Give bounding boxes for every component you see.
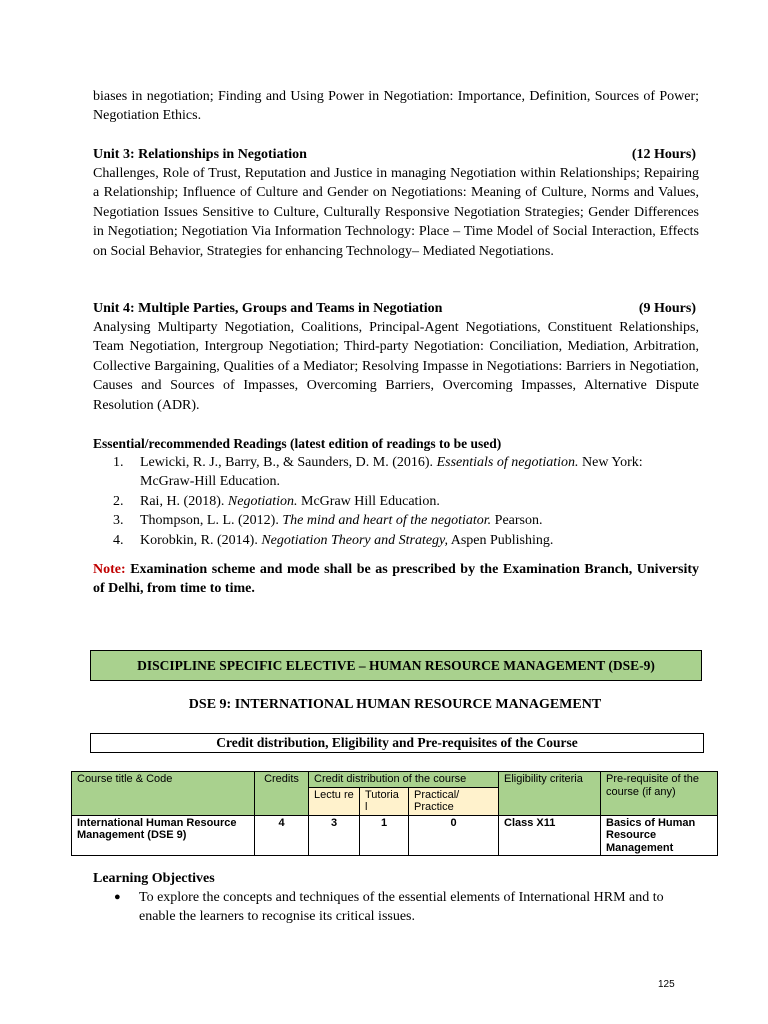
cell-course-title: International Human Resource Management (DSE 9): [72, 815, 255, 856]
header-credit-distribution: Credit distribution of the course: [309, 772, 499, 788]
reading-item: [93, 453, 699, 492]
unit3-heading: [93, 145, 696, 164]
note-text: Examination scheme and mode shall be as prescribed by the Examination Branch, University of Delhi, from time to time.: [93, 562, 699, 597]
header-lecture: Lectu re: [309, 787, 360, 815]
unit4-heading: [93, 299, 696, 318]
reading-item: [93, 531, 699, 550]
header-credits: Credits: [255, 772, 309, 816]
learning-objectives-heading: Learning Objectives: [93, 871, 215, 886]
objective-text: To explore the concepts and techniques of the essential elements of International HRM and to enable the learners to recognise its critical issues.: [139, 890, 664, 925]
reading-publisher: New York: McGraw-Hill Education.: [140, 455, 643, 490]
header-prerequisite: Pre-requisite of the course (if any): [601, 772, 718, 816]
reading-author: Lewicki, R. J., Barry, B., & Saunders, D. M. (2016).: [140, 455, 437, 470]
cell-lecture: 3: [309, 815, 360, 856]
header-tutorial: Tutoria l: [360, 787, 409, 815]
reading-number: 2.: [113, 493, 124, 509]
reading-author: Thompson, L. L. (2012).: [140, 513, 283, 529]
dse-header-box: DISCIPLINE SPECIFIC ELECTIVE – HUMAN RESOURCE MANAGEMENT (DSE-9): [90, 650, 702, 681]
dse-course-title: DSE 9: INTERNATIONAL HUMAN RESOURCE MANAGEMENT: [188, 697, 602, 712]
header-practical: Practical/ Practice: [409, 787, 499, 815]
page-number: 125: [658, 979, 675, 990]
reading-number: 4.: [113, 532, 124, 548]
cell-tutorial: 1: [360, 815, 409, 856]
course-credit-table: [71, 771, 718, 856]
unit3-body: Challenges, Role of Trust, Reputation and Justice in managing Negotiation within Relationships; Repairing a Relationship; Influence of Culture and Gender on Negotiations: Meaning of Culture, Norms and Values, Negotiation Issues Sensitive to Culture, Culturally Responsive Negotiation Strategies; Gender Differences in Negotiation; Negotiation Via Information Technology: Place – Time Model of Social Interaction, Effects on Social Behavior, Strategies for enhancing Technology– Mediated Negotiations.: [93, 166, 699, 259]
table-row: [72, 815, 718, 856]
list-item: [93, 888, 699, 927]
header-eligibility: Eligibility criteria: [499, 772, 601, 816]
reading-publisher: Aspen Publishing.: [447, 532, 554, 548]
cell-credits: 4: [255, 815, 309, 856]
header-course-title: Course title & Code: [72, 772, 255, 816]
cell-prerequisite: Basics of Human Resource Management: [601, 815, 718, 856]
reading-item: [93, 492, 699, 511]
reading-item: [93, 511, 699, 530]
reading-number: 1.: [113, 455, 124, 470]
credit-distribution-title-box: Credit distribution, Eligibility and Pre-requisites of the Course: [90, 733, 704, 753]
reading-publisher: Pearson.: [491, 513, 543, 529]
unit3-hours: (12 Hours): [631, 147, 696, 162]
unit4-body: Analysing Multiparty Negotiation, Coalitions, Principal-Agent Negotiations, Constituent Relationships, Team Negotiation, Intergroup Negotiation; Third-party Negotiation: Conciliation, Mediation, Arbitration, Collective Bargaining, Qualities of a Mediator; Resolving Impasse in Negotiations: Barriers in Negotiation, Causes and Sources of Impasses, Overcoming Barriers, Overcoming Impasses, Alternative Dispute Resolution (ADR).: [93, 320, 699, 413]
readings-heading: Essential/recommended Readings (latest edition of readings to be used): [93, 436, 502, 451]
cell-eligibility: Class X11: [499, 815, 601, 856]
reading-book-title: Essentials of negotiation.: [436, 455, 579, 470]
reading-book-title: Negotiation.: [227, 493, 298, 509]
reading-author: Rai, H. (2018).: [140, 493, 228, 509]
note-label: Note:: [93, 562, 126, 577]
unit4-title: Unit 4: Multiple Parties, Groups and Teams in Negotiation: [93, 301, 443, 316]
unit4-hours: (9 Hours): [638, 301, 696, 316]
note-paragraph: [93, 560, 699, 599]
reading-publisher: McGraw Hill Education.: [297, 493, 440, 509]
reading-author: Korobkin, R. (2014).: [140, 532, 262, 548]
learning-objectives-list: [93, 888, 699, 927]
reading-book-title: The mind and heart of the negotiator.: [282, 513, 492, 529]
reading-number: 3.: [113, 513, 124, 529]
cell-practical: 0: [409, 815, 499, 856]
bullet-icon: ●: [114, 891, 121, 903]
intro-paragraph: biases in negotiation; Finding and Using Power in Negotiation: Importance, Definition, Sources of Power; Negotiation Ethics.: [93, 89, 699, 124]
readings-list: [93, 453, 699, 550]
unit3-title: Unit 3: Relationships in Negotiation: [93, 147, 307, 162]
reading-book-title: Negotiation Theory and Strategy,: [261, 532, 448, 548]
